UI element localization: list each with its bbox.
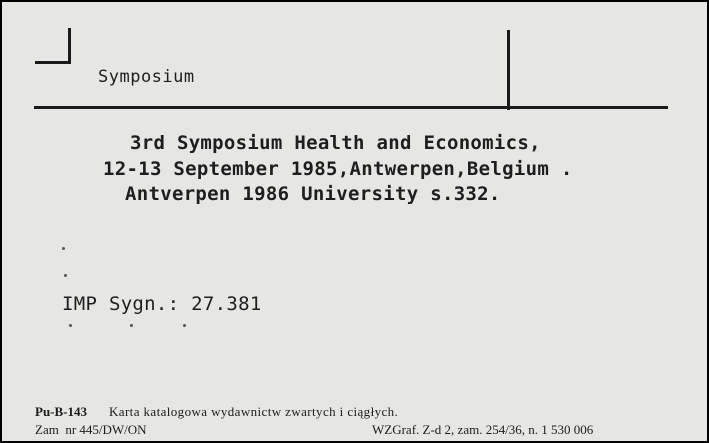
publisher-info: WZGraf. Z-d 2, zam. 254/36, n. 1 530 006: [372, 422, 594, 437]
paper-speck: [62, 247, 65, 250]
paper-speck: [69, 324, 72, 327]
corner-mark-horizontal: [35, 61, 71, 64]
order-number: Zam nr 445/DW/ON: [35, 422, 147, 437]
form-code: Pu-B-143: [35, 404, 87, 419]
corner-mark-vertical: [68, 28, 71, 64]
catalog-card: [2, 2, 707, 441]
form-description: Karta katalogowa wydawnictw zwartych i ciągłych.: [109, 404, 399, 419]
entry-line-3: Antverpen 1986 University s.332.: [125, 183, 501, 205]
heading-divider-horizontal: [34, 106, 668, 109]
paper-speck: [64, 274, 67, 277]
entry-line-1: 3rd Symposium Health and Economics,: [130, 132, 541, 154]
paper-speck: [130, 324, 133, 327]
card-heading: Symposium: [98, 67, 195, 87]
entry-line-2: 12-13 September 1985,Antwerpen,Belgium .: [103, 158, 573, 180]
paper-speck: [183, 324, 186, 327]
shelfmark: IMP Sygn.: 27.381: [62, 293, 262, 315]
heading-divider-vertical: [507, 30, 510, 110]
